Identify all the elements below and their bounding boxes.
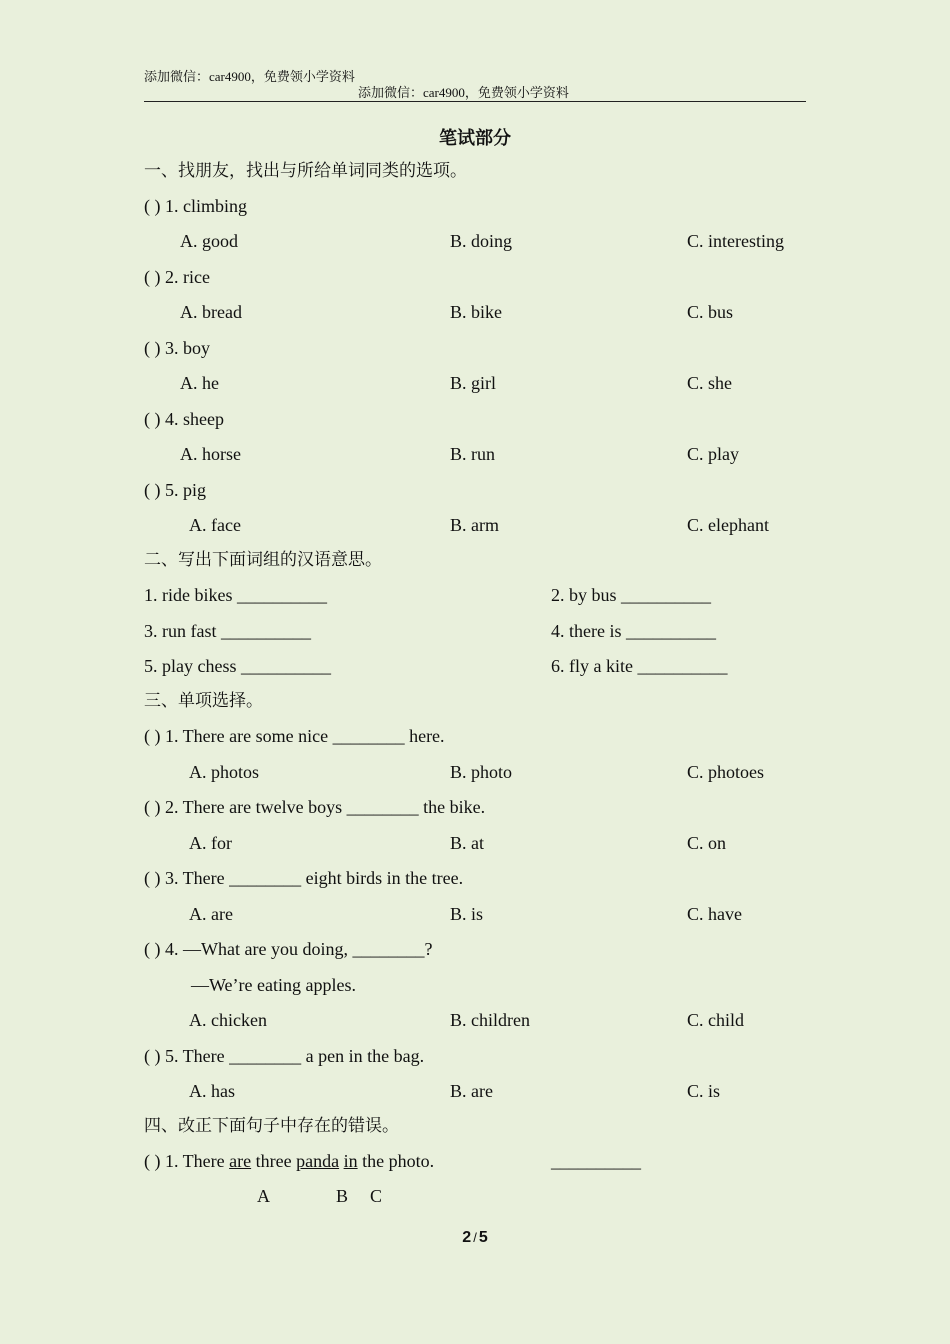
s3-q3-option-b: B. is xyxy=(450,904,484,924)
s2-item-3: 3. run fast __________ xyxy=(144,621,311,641)
s3-q4-option-b: B. children xyxy=(450,1010,530,1030)
s3-q5-option-b: B. are xyxy=(450,1081,493,1101)
s4-q1-underlined-word-c: in xyxy=(343,1151,358,1171)
s3-q5-option-c: C. is xyxy=(687,1081,721,1101)
header-watermark-1: 添加微信：car4900，免费领小学资料 xyxy=(144,69,355,84)
s3-q3-option-c: C. have xyxy=(687,904,742,924)
s3-q4-option-a: A. chicken xyxy=(189,1010,267,1030)
s3-q2-option-a: A. for xyxy=(189,833,232,853)
section-1-heading: 一、找朋友，找出与所给单词同类的选项。 xyxy=(144,161,467,180)
s1-q2-option-a: A. bread xyxy=(180,302,242,322)
s1-q3-stem: ( ) 3. boy xyxy=(144,338,210,358)
s1-q1-option-b: B. doing xyxy=(450,231,513,251)
s2-item-6: 6. fly a kite __________ xyxy=(551,656,728,676)
s1-q2-option-b: B. bike xyxy=(450,302,502,322)
s1-q4-stem: ( ) 4. sheep xyxy=(144,409,224,429)
s2-item-2: 2. by bus __________ xyxy=(551,585,712,605)
s3-q3-option-a: A. are xyxy=(189,904,233,924)
s1-q5-option-c: C. elephant xyxy=(687,515,769,535)
section-2-heading: 二、写出下面词组的汉语意思。 xyxy=(144,550,382,569)
s1-q3-option-c: C. she xyxy=(687,373,732,393)
s4-q1-label-c: C xyxy=(370,1186,383,1206)
s2-item-1: 1. ride bikes __________ xyxy=(144,585,327,605)
s3-q2-option-b: B. at xyxy=(450,833,484,853)
s4-q1-underlined-word-a: are xyxy=(229,1151,252,1171)
s4-q1-answer-blank: __________ xyxy=(551,1151,641,1171)
s4-q1-label-b: B xyxy=(336,1186,349,1206)
s3-q1-option-c: C. photoes xyxy=(687,762,765,782)
s1-q4-option-c: C. play xyxy=(687,444,739,464)
s2-item-4: 4. there is __________ xyxy=(551,621,716,641)
s4-q1-label-a: A xyxy=(257,1186,270,1206)
s3-q4-option-c: C. child xyxy=(687,1010,744,1030)
page-current: 2 xyxy=(462,1229,472,1246)
s3-q4-sub: —We’re eating apples. xyxy=(191,975,356,995)
s4-q1-part: the photo. xyxy=(357,1151,435,1171)
s3-q1-option-b: B. photo xyxy=(450,762,513,782)
s3-q3-stem: ( ) 3. There ________ eight birds in the tree. xyxy=(144,868,464,888)
s3-q1-stem: ( ) 1. There are some nice ________ here. xyxy=(144,726,445,746)
s1-q5-option-b: B. arm xyxy=(450,515,499,535)
s1-q1-stem: ( ) 1. climbing xyxy=(144,196,247,216)
s4-q1-sentence xyxy=(144,1149,434,1173)
s1-q3-option-b: B. girl xyxy=(450,373,497,393)
s3-q2-stem: ( ) 2. There are twelve boys ________ the bike. xyxy=(144,797,486,817)
page-title: 笔试部分 xyxy=(439,128,511,148)
s1-q5-stem: ( ) 5. pig xyxy=(144,480,206,500)
s3-q2-option-c: C. on xyxy=(687,833,727,853)
s3-q5-stem: ( ) 5. There ________ a pen in the bag. xyxy=(144,1046,425,1066)
s3-q5-option-a: A. has xyxy=(189,1081,235,1101)
s1-q2-stem: ( ) 2. rice xyxy=(144,267,210,287)
s2-item-5: 5. play chess __________ xyxy=(144,656,331,676)
page-separator: / xyxy=(473,1230,477,1245)
s1-q3-option-a: A. he xyxy=(180,373,219,393)
header-watermark-2: 添加微信：car4900，免费领小学资料 xyxy=(358,85,569,100)
s1-q1-option-a: A. good xyxy=(180,231,238,251)
page-total: 5 xyxy=(478,1229,488,1246)
s4-q1-part: ( ) 1. There xyxy=(144,1151,230,1171)
s1-q4-option-b: B. run xyxy=(450,444,495,464)
page-number xyxy=(0,1229,950,1247)
header-rule xyxy=(144,101,806,102)
section-3-heading: 三、单项选择。 xyxy=(144,691,263,710)
s1-q1-option-c: C. interesting xyxy=(687,231,784,251)
s4-q1-underlined-word-b: panda xyxy=(296,1151,340,1171)
s1-q2-option-c: C. bus xyxy=(687,302,734,322)
s3-q4-stem: ( ) 4. —What are you doing, ________? xyxy=(144,939,433,959)
section-4-heading: 四、改正下面句子中存在的错误。 xyxy=(144,1116,399,1135)
s4-q1-part: three xyxy=(251,1151,297,1171)
s1-q4-option-a: A. horse xyxy=(180,444,241,464)
s3-q1-option-a: A. photos xyxy=(189,762,260,782)
s1-q5-option-a: A. face xyxy=(189,515,241,535)
